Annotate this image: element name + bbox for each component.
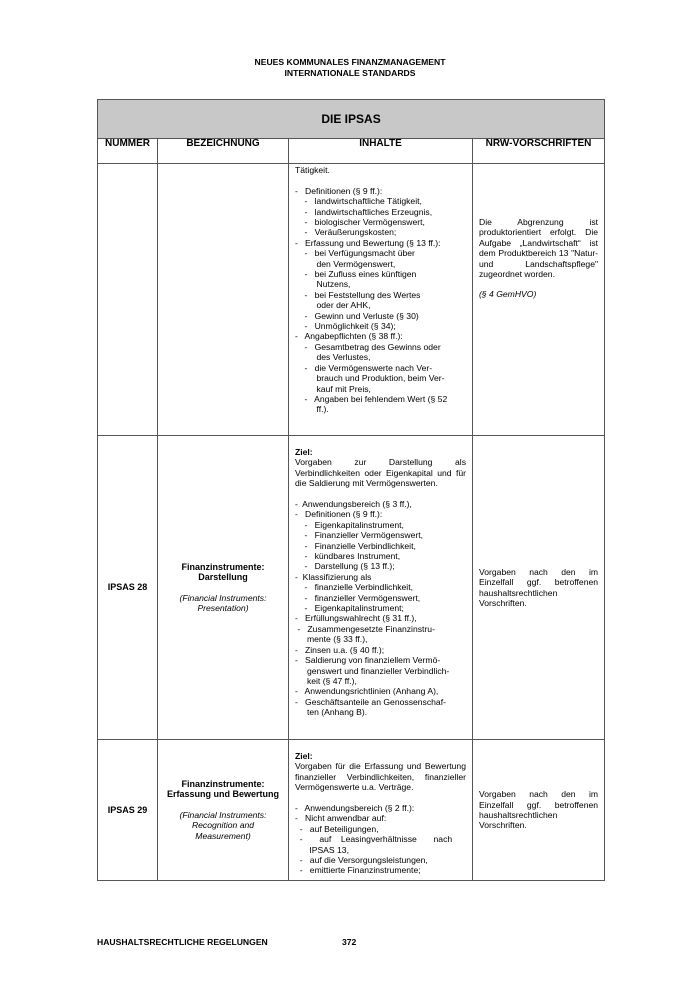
inhalte-line: - Anwendungsbereich (§ 3 ff.), xyxy=(295,499,412,510)
row-nummer: IPSAS 28 xyxy=(98,436,158,740)
inhalte-line: Nutzens, xyxy=(295,279,351,290)
inhalte-line: Tätigkeit. xyxy=(295,165,330,175)
row-nummer xyxy=(98,164,158,436)
inhalte-line: - landwirtschaftliche Tätigkeit, xyxy=(295,196,422,207)
inhalte-line: - Angaben bei fehlendem Wert (§ 52 xyxy=(295,393,448,404)
bezeichnung-english: (Financial Instruments: Recognition and Measurement) xyxy=(179,809,267,841)
inhalte-line: - die Vermögenswerte nach Ver- xyxy=(295,362,433,373)
inhalte-line: - auf die Versorgungsleistungen, xyxy=(295,855,428,866)
inhalte-line: - Eigenkapitalinstrument; xyxy=(295,603,404,614)
inhalte-line: - finanzielle Verbindlichkeit, xyxy=(295,582,413,593)
inhalte-line: - emittierte Finanzinstrumente; xyxy=(295,865,421,876)
nrw-text: Vorgaben nach den im Einzelfall ggf. betroffenen haushaltsrechtlichen Vorschriften. xyxy=(479,789,599,831)
inhalte-line: genswert und finanzieller Verbindlich- xyxy=(295,665,450,676)
inhalte-line: - Eigenkapitalinstrument, xyxy=(295,519,404,530)
page-number: 372 xyxy=(342,937,357,947)
inhalte-line: ten (Anhang B). xyxy=(295,707,368,718)
row-inhalte xyxy=(289,164,473,436)
inhalte-list xyxy=(295,165,466,415)
inhalte-line: mente (§ 33 ff.), xyxy=(295,634,368,645)
bezeichnung-title: Finanzinstrumente: Erfassung und Bewertung xyxy=(166,778,279,800)
inhalte-line: brauch und Produktion, beim Ver- xyxy=(295,373,445,384)
inhalte-line: - kündbares Instrument, xyxy=(295,551,401,562)
table-row xyxy=(98,740,605,881)
nrw-text: Die Abgrenzung ist produktorientiert erfolgt. Die Aufgabe „Landwirtschaft“ ist dem Produktbereich 13 "Natur- und Landschaftspflege" zugeordnet worden. xyxy=(479,217,599,280)
row-inhalte xyxy=(289,740,473,881)
row-nrw xyxy=(473,436,605,740)
ziel-label: Ziel: xyxy=(295,447,313,457)
inhalte-line: - bei Zufluss eines künftigen xyxy=(295,269,417,280)
ziel-label: Ziel: xyxy=(295,751,313,761)
row-nrw xyxy=(473,164,605,436)
bezeichnung-title: Finanzinstrumente: Darstellung xyxy=(181,561,265,583)
column-header-row xyxy=(98,139,605,164)
page-header xyxy=(0,57,700,79)
inhalte-list xyxy=(295,499,466,718)
header-line-2: INTERNATIONALE STANDARDS xyxy=(284,68,416,78)
row-bezeichnung xyxy=(158,164,289,436)
footer-label: HAUSHALTSRECHTLICHE REGELUNGEN xyxy=(97,937,268,947)
inhalte-line: - Saldierung von finanziellem Vermö- xyxy=(295,655,441,666)
inhalte-line: - Zinsen u.a. (§ 40 ff.); xyxy=(295,644,385,655)
inhalte-line: - Finanzielle Verbindlichkeit, xyxy=(295,540,416,551)
row-bezeichnung xyxy=(158,436,289,740)
inhalte-line: - Anwendungsbereich (§ 2 ff.): xyxy=(295,803,415,814)
column-header-inhalte: INHALTE xyxy=(289,139,473,164)
column-header-nrw: NRW-VORSCHRIFTEN xyxy=(473,139,605,164)
bezeichnung-english: (Financial Instruments: Presentation) xyxy=(179,592,267,613)
inhalte-line: - auf Leasingverhältnisse nach xyxy=(295,834,453,845)
column-header-nummer: NUMMER xyxy=(98,139,158,164)
inhalte-line: - Anwendungsrichtlinien (Anhang A), xyxy=(295,686,439,697)
inhalte-line: - Gesamtbetrag des Gewinns oder xyxy=(295,341,441,352)
row-bezeichnung xyxy=(158,740,289,881)
inhalte-line: - bei Verfügungsmacht über xyxy=(295,248,415,259)
inhalte-line xyxy=(295,175,466,185)
inhalte-line: - Definitionen (§ 9 ff.): xyxy=(295,509,383,520)
inhalte-line: - Angabepflichten (§ 38 ff.): xyxy=(295,331,403,342)
row-inhalte xyxy=(289,436,473,740)
inhalte-line: - finanzieller Vermögenswert, xyxy=(295,592,421,603)
inhalte-line: - Zusammengesetzte Finanzinstru- xyxy=(295,623,435,634)
inhalte-line: - Klassifizierung als xyxy=(295,571,372,582)
inhalte-line: - Finanzieller Vermögenswert, xyxy=(295,530,423,541)
inhalte-line: - Nicht anwendbar auf: xyxy=(295,813,387,824)
inhalte-line: - Definitionen (§ 9 ff.): xyxy=(295,185,383,196)
inhalte-line: ff.). xyxy=(295,404,329,415)
inhalte-line: des Verlustes, xyxy=(295,352,371,363)
inhalte-list xyxy=(295,803,466,876)
table-row xyxy=(98,436,605,740)
inhalte-line: - landwirtschaftliches Erzeugnis, xyxy=(295,206,433,217)
ziel-text: Vorgaben zur Darstellung als Verbindlichkeiten oder Eigenkapital und für die Saldierung mit Vermögenswerten. xyxy=(295,457,466,489)
inhalte-line: - Unmöglichkeit (§ 34); xyxy=(295,321,396,332)
inhalte-line: den Vermögenswert, xyxy=(295,258,396,269)
inhalte-line: - Erfüllungswahlrecht (§ 31 ff.), xyxy=(295,613,417,624)
table-row xyxy=(98,164,605,436)
header-line-1: NEUES KOMMUNALES FINANZMANAGEMENT xyxy=(254,57,446,67)
inhalte-line: IPSAS 13, xyxy=(295,844,349,855)
column-header-bezeichnung: BEZEICHNUNG xyxy=(158,139,289,164)
inhalte-line: - Veräußerungskosten; xyxy=(295,227,397,238)
inhalte-line: - biologischer Vermögenswert, xyxy=(295,217,425,228)
inhalte-line: kauf mit Preis, xyxy=(295,383,371,394)
inhalte-line: oder der AHK, xyxy=(295,300,371,311)
table-title: DIE IPSAS xyxy=(98,100,605,139)
inhalte-line: - Erfassung und Bewertung (§ 13 ff.): xyxy=(295,237,441,248)
ipsas-table xyxy=(97,99,605,881)
page-footer xyxy=(97,937,604,947)
nrw-text: Vorgaben nach den im Einzelfall ggf. betroffenen haushaltsrechtlichen Vorschriften. xyxy=(479,566,599,608)
nrw-reference: (§ 4 GemHVO) xyxy=(479,289,537,300)
ziel-text: Vorgaben für die Erfassung und Bewertung finanzieller Verbindlichkeiten, finanzieller Vermögenswerte u.a. Verträge. xyxy=(295,761,466,793)
row-nrw xyxy=(473,740,605,881)
row-nummer: IPSAS 29 xyxy=(98,740,158,881)
inhalte-line: - Gewinn und Verluste (§ 30) xyxy=(295,310,419,321)
inhalte-line: - auf Beteiligungen, xyxy=(295,823,379,834)
inhalte-line: keit (§ 47 ff.), xyxy=(295,675,357,686)
inhalte-line: - bei Feststellung des Wertes xyxy=(295,289,421,300)
inhalte-line: - Darstellung (§ 13 ff.); xyxy=(295,561,395,572)
inhalte-line: - Geschäftsanteile an Genossenschaf- xyxy=(295,696,446,707)
